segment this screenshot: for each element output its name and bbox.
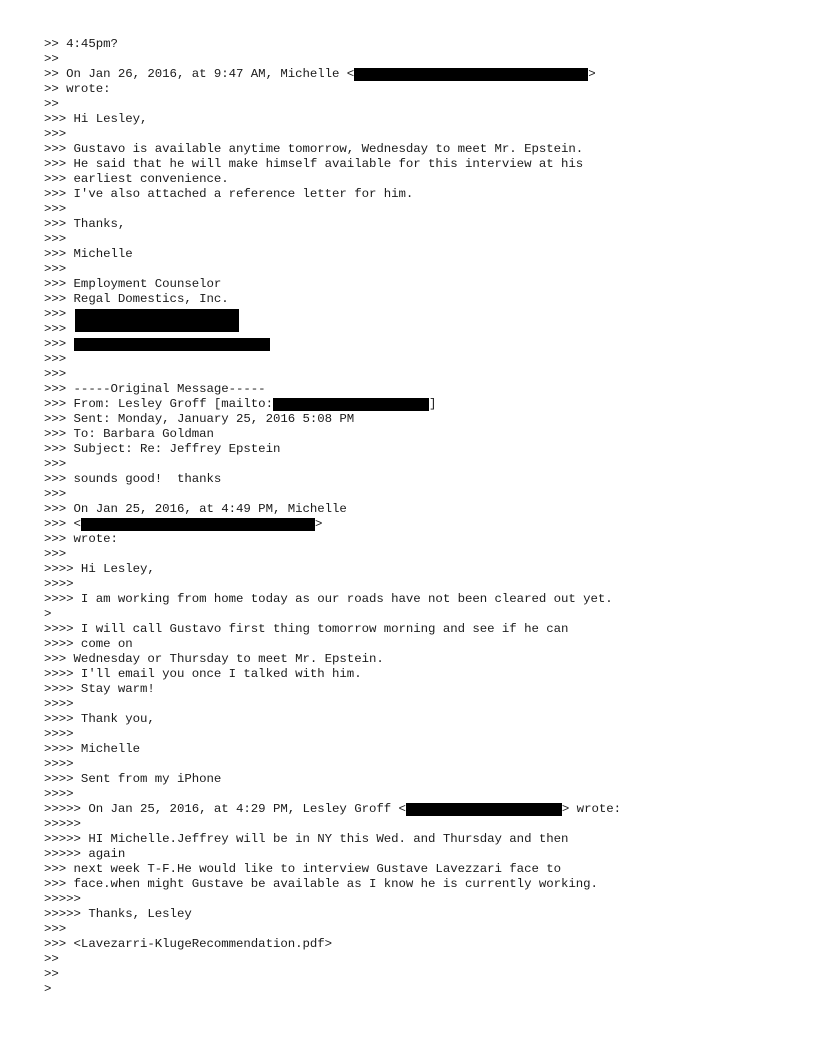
text-line: >>>> come on [44,637,133,651]
text-line: >>> To: Barbara Goldman [44,427,214,441]
redaction-box [81,518,315,531]
redaction-box [75,309,239,332]
text-line: >>>> [44,787,74,801]
text-line: >>>>> HI Michelle.Jeffrey will be in NY this Wed. and Thursday and then [44,832,569,846]
text-line: >>>> Sent from my iPhone [44,772,222,786]
text-line: >>> [44,922,67,936]
text-line: >>> Wednesday or Thursday to meet Mr. Epstein. [44,652,384,666]
text-line: >>> [44,127,67,141]
text-line: >>>>> again [44,847,126,861]
text-line: >>> Subject: Re: Jeffrey Epstein [44,442,281,456]
text-line: >> [44,952,59,966]
text-line: >>> Sent: Monday, January 25, 2016 5:08 PM [44,412,355,426]
text-line: >>> Thanks, [44,217,126,231]
text-line: >> wrote: [44,82,111,96]
text-line: >>> Hi Lesley, [44,112,148,126]
text-line: >>> [44,307,784,322]
text-line: >>> sounds good! thanks [44,472,222,486]
text-line: >>> [44,202,67,216]
text-line: >>> Gustavo is available anytime tomorrow, Wednesday to meet Mr. Epstein. [44,142,584,156]
text-line: >>> [44,352,67,366]
text-line: >>> [44,232,67,246]
text-line: >> On Jan 26, 2016, at 9:47 AM, Michelle < > [44,67,596,81]
text-line: >>>> Thank you, [44,712,155,726]
text-line: >>>> I am working from home today as our roads have not been cleared out yet. [44,592,613,606]
text-line: >>>>> On Jan 25, 2016, at 4:29 PM, Lesley Groff < > wrote: [44,802,621,816]
text-line: >>> He said that he will make himself available for this interview at his [44,157,584,171]
redaction-box [74,338,270,351]
text-line: >>> -----Original Message----- [44,382,266,396]
text-line: >>> next week T-F.He would like to interview Gustave Lavezzari face to [44,862,561,876]
text-line: >>> [44,547,67,561]
text-line: >>>> Stay warm! [44,682,155,696]
text-line: >>> On Jan 25, 2016, at 4:49 PM, Michelle [44,502,347,516]
text-line: >>> [44,367,67,381]
text-line: >>> earliest convenience. [44,172,229,186]
text-line: >>>>> [44,817,81,831]
text-line: >>>> [44,727,74,741]
text-line: >>>> I'll email you once I talked with him. [44,667,362,681]
text-line: > [44,982,52,996]
text-line: >>>> Michelle [44,742,141,756]
text-line: >>>>> [44,892,81,906]
text-line: >>> face.when might Gustave be available as I know he is currently working. [44,877,598,891]
redaction-box [406,803,562,816]
redaction-box [273,398,429,411]
text-line: > [44,607,52,621]
text-line: >>> [44,262,67,276]
email-document [44,37,784,997]
text-line: >>> From: Lesley Groff [mailto: ] [44,397,437,411]
text-line: >> [44,52,59,66]
text-line: >>> Michelle [44,247,133,261]
text-line: >>>>> Thanks, Lesley [44,907,192,921]
text-line: >>> <Lavezarri-KlugeRecommendation.pdf> [44,937,333,951]
text-line: >> 4:45pm? [44,37,118,51]
text-line: >>> [44,337,784,352]
text-line: >>> Regal Domestics, Inc. [44,292,229,306]
text-line: >>>> [44,577,74,591]
text-line: >>>> Hi Lesley, [44,562,155,576]
text-line: >>>> [44,697,74,711]
text-line: >>> < > [44,517,323,531]
text-line: >>> [44,322,74,336]
text-line: >>>> [44,757,74,771]
text-line: >>> I've also attached a reference letter for him. [44,187,414,201]
text-line: >>> Employment Counselor [44,277,222,291]
text-line: >>>> I will call Gustavo first thing tomorrow morning and see if he can [44,622,569,636]
text-line: >>> wrote: [44,532,118,546]
redaction-box [354,68,588,81]
text-line: >>> [44,457,67,471]
text-line: >> [44,967,59,981]
text-line: >> [44,97,59,111]
text-line: >>> [44,487,67,501]
